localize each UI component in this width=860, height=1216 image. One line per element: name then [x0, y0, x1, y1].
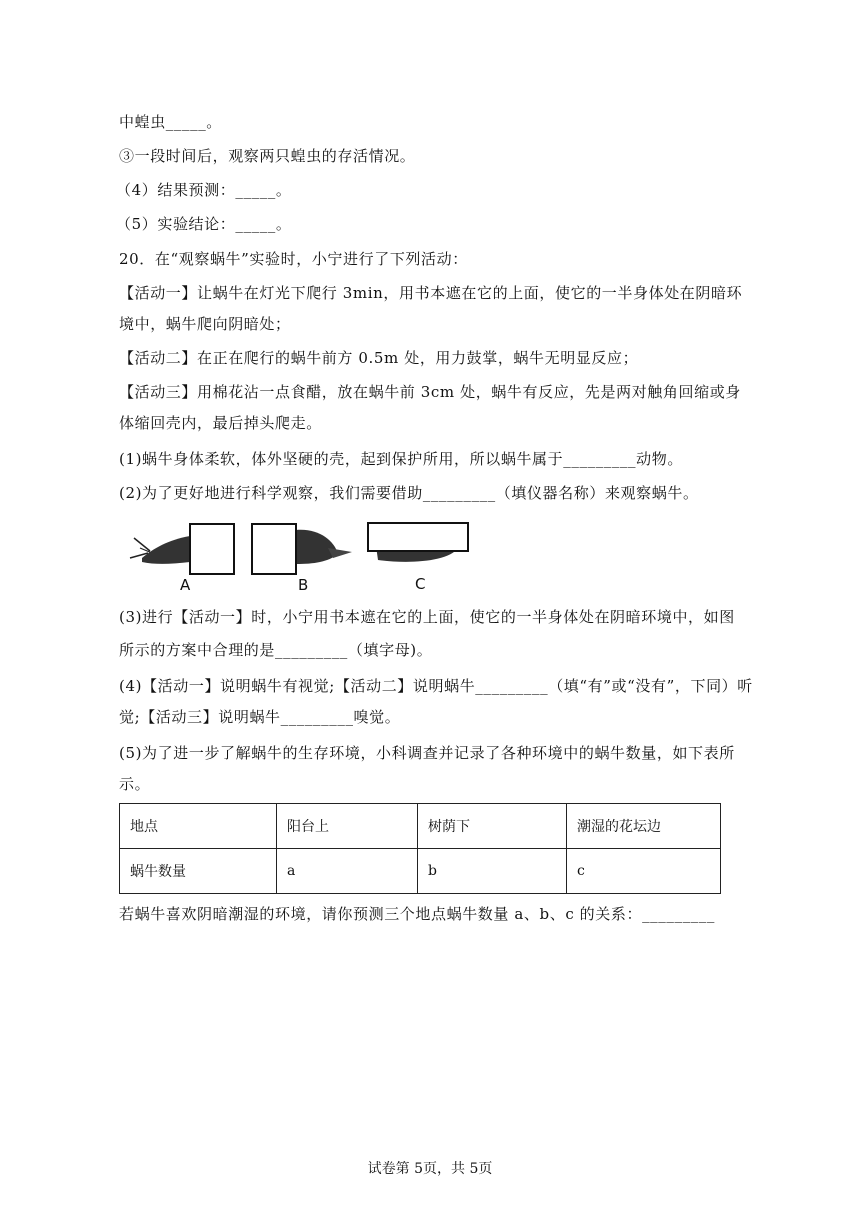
- table-row: [120, 804, 721, 849]
- figure-label-c: C: [415, 575, 426, 593]
- question-4-line-2: 觉;【活动三】说明蜗牛_________嗅觉。: [119, 708, 401, 726]
- question-5-line-2: 示。: [119, 775, 151, 793]
- snail-figure: [128, 518, 473, 593]
- text-line: （5）实验结论：_____。: [116, 215, 292, 233]
- page-footer: 试卷第 5页，共 5页: [367, 1161, 493, 1177]
- question-3-line-2: 所示的方案中合理的是_________（填字母)。: [119, 641, 433, 659]
- activity-1-line-1: 【活动一】让蜗牛在灯光下爬行 3min，用书本遮在它的上面，使它的一半身体处在阴暗环: [119, 284, 743, 302]
- table-cell: 潮湿的花坛边: [567, 804, 721, 849]
- table-cell: c: [567, 849, 721, 894]
- option-a-drawing: [130, 524, 234, 574]
- snail-survey-table: [119, 803, 721, 894]
- table-cell: 阳台上: [277, 804, 418, 849]
- table-cell: 地点: [120, 804, 277, 849]
- option-b-drawing: [252, 524, 352, 574]
- question-5-line-1: (5)为了进一步了解蜗牛的生存环境，小科调查并记录了各种环境中的蜗牛数量，如下表所: [119, 744, 735, 762]
- activity-3-line-2: 体缩回壳内，最后掉头爬走。: [119, 414, 322, 432]
- question-2: (2)为了更好地进行科学观察，我们需要借助_________（填仪器名称）来观察蜗牛。: [119, 484, 699, 502]
- table-cell: b: [418, 849, 567, 894]
- option-c-drawing: [368, 523, 468, 562]
- table-cell: 树荫下: [418, 804, 567, 849]
- figure-label-b: B: [298, 576, 309, 593]
- text-line: ③一段时间后，观察两只蝗虫的存活情况。: [119, 147, 416, 165]
- snail-diagram: [128, 518, 473, 593]
- question-20-title: 20．在“观察蜗牛”实验时，小宁进行了下列活动：: [119, 250, 468, 268]
- question-3-line-1: (3)进行【活动一】时，小宁用书本遮在它的上面，使它的一半身体处在阴暗环境中，如图: [119, 608, 735, 626]
- activity-3-line-1: 【活动三】用棉花沾一点食醋，放在蜗牛前 3cm 处，蜗牛有反应，先是两对触角回缩或身: [119, 383, 741, 401]
- table-cell: a: [277, 849, 418, 894]
- text-line: （4）结果预测：_____。: [116, 181, 292, 199]
- figure-label-a: A: [180, 576, 191, 593]
- text-line: 中蝗虫_____。: [119, 113, 222, 131]
- question-4-line-1: (4)【活动一】说明蜗牛有视觉;【活动二】说明蜗牛_________（填“有”或“没有”，下同）听: [119, 677, 753, 695]
- activity-2: 【活动二】在正在爬行的蜗牛前方 0.5m 处，用力鼓掌，蜗牛无明显反应；: [119, 349, 639, 367]
- final-question: 若蜗牛喜欢阴暗潮湿的环境，请你预测三个地点蜗牛数量 a、b、c 的关系：_________: [119, 905, 715, 923]
- table-row: [120, 849, 721, 894]
- table-cell: 蜗牛数量: [120, 849, 277, 894]
- question-1: (1)蜗牛身体柔软，体外坚硬的壳，起到保护所用，所以蜗牛属于_________动物。: [119, 450, 683, 468]
- activity-1-line-2: 境中，蜗牛爬向阴暗处；: [119, 315, 291, 333]
